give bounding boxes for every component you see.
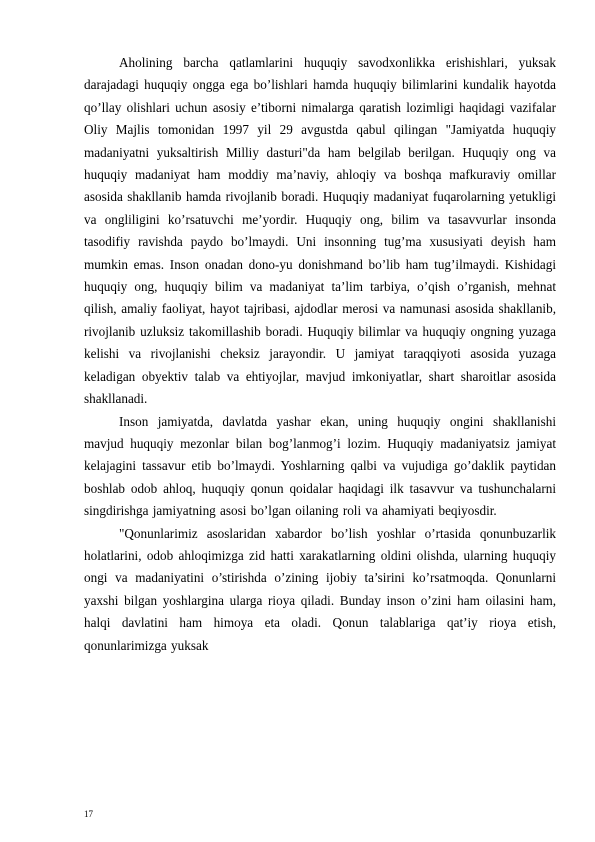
document-page [84,52,556,657]
paragraph-3: "Qonunlarimiz asoslaridan xabardor bo’lish yoshlar o’rtasida qonunbuzarlik holatlarini, odob ahloqimizga zid hatti xarakatlarning oldini olishda, ularning huquqiy ongi va madaniyatini o’stirishda o’zining ijobiy ta’sirini ko’rsatmoqda. Qonunlarni yaxshi bilgan yoshlargina ularga rioya qiladi. Bunday inson o’zini ham oilasini ham, halqi davlatini ham himoya eta oladi. Qonun talablariga qat’iy rioya etish, qonunlarimizga yuksak [84,525,556,653]
paragraph-2: Inson jamiyatda, davlatda yashar ekan, uning huquqiy ongini shakllanishi mavjud huquqiy mezonlar bilan bog’lanmog’i lozim. Huquqiy madaniyatsiz jamiyat kelajagini tassavur etib bo’lmaydi. Yoshlarning qalbi va vujudiga go’daklik paytidan boshlab odob ahloq, huquqiy qonun qoidalar haqidagi ilk tasavvur va tushunchalarni singdirishga jamiyatning asosi bo’lgan oilaning roli va ahamiyati beqiyosdir. [84,413,556,519]
page-number: 17 [84,809,93,819]
paragraph-1: Aholining barcha qatlamlarini huquqiy savodxonlikka erishishlari, yuksak darajadagi huquqiy ongga ega bo’lishlari hamda huquqiy bilimlarini kundalik hayotda qo’llay olishlari uchun asosiy e’tiborni nimalarga qaratish lozimligi haqidagi vazifalar Oliy Majlis tomonidan 1997 yil 29 avgustda qabul qilingan "Jamiyatda huquqiy madaniyatni yuksaltirish Milliy dasturi"da ham belgilab berilgan. Huquqiy ong va huquqiy madaniyat ham moddiy ma’naviy, ahloqiy va boshqa mafkuraviy omillar asosida shakllanib hamda rivojlanib boradi. Huquqiy madaniyat fuqarolarning yetukligi va ongliligini ko’rsatuvchi me’yordir. Huquqiy ong, bilim va tasavvurlar insonda tasodifiy ravishda paydo bo’lmaydi. Uni insonning tug’ma xususiyati deyish ham mumkin emas. Inson onadan dono-yu donishmand bo’lib ham tug’ilmaydi. Kishidagi huquqiy ong, huquqiy bilim va madaniyat ta’lim tarbiya, o’qish o’rganish, mehnat qilish, amaliy faoliyat, hayot tajribasi, ajdodlar merosi va namunasi asosida shakllanib, rivojlanib uzluksiz takomillashib boradi. Huquqiy bilimlar va huquqiy ongning yuzaga kelishi va rivojlanishi cheksiz jarayondir. U jamiyat taraqqiyoti asosida yuzaga keladigan obyektiv talab va ehtiyojlar, mavjud imkoniyatlar, shart sharoitlar asosida shakllanadi. [84,55,556,407]
